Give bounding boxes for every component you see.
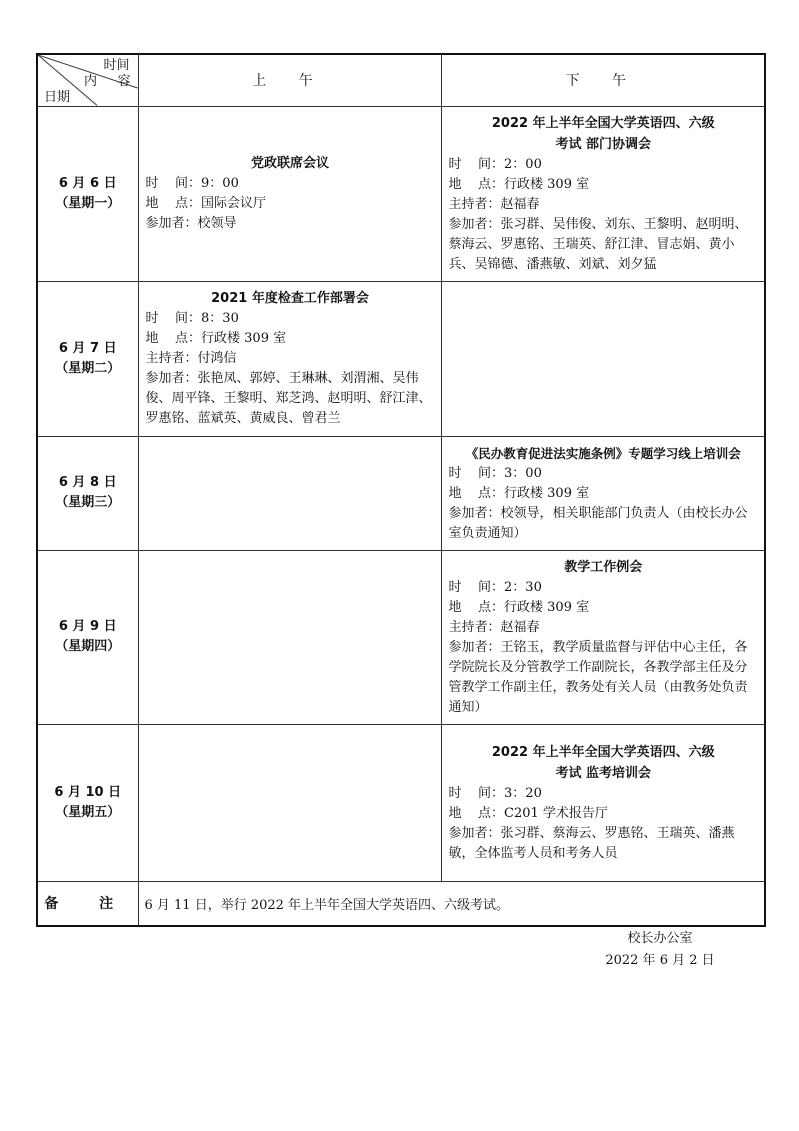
event-time: 时 间：8：30	[145, 311, 239, 326]
morning-header: 上 午	[138, 54, 441, 106]
remark-row	[37, 881, 765, 926]
date-cell	[37, 724, 138, 881]
remark-text: 6 月 11 日，举行 2022 年上半年全国大学英语四、六级考试。	[138, 881, 765, 926]
date-label: 6 月 9 日	[58, 619, 117, 634]
day-row-mon	[37, 106, 765, 281]
day-row-fri	[37, 724, 765, 881]
diag-label-date: 日期	[44, 90, 71, 105]
header-row	[37, 54, 765, 106]
event-attendees: 参加者：校领导	[145, 216, 237, 231]
afternoon-cell	[441, 724, 765, 881]
diag-label-content: 内 容	[84, 74, 131, 89]
day-row-thu	[37, 550, 765, 724]
event-host: 主持者：赵福春	[448, 196, 540, 212]
morning-cell-empty	[138, 724, 441, 881]
diagonal-header-cell	[37, 54, 138, 106]
event-title: 2022 年上半年全国大学英语四、六级考试 监考培训会	[491, 744, 715, 781]
event-title: 党政联席会议	[250, 156, 329, 171]
event-attendees: 参加者：张艳凤、郭婷、王琳琳、刘渭湘、吴伟俊、周平锋、王黎明、郑芝鸿、赵明明、舒江津、罗惠铭、蓝斌英、黄威良、曾君兰	[145, 371, 432, 426]
morning-cell	[138, 281, 441, 436]
event-location: 地 点：C201 学术报告厅	[448, 805, 608, 821]
afternoon-cell-empty	[441, 281, 765, 436]
event-time: 时 间：9：00	[145, 176, 239, 191]
date-cell	[37, 550, 138, 724]
signoff-block	[560, 928, 760, 972]
event-host: 主持者：赵福春	[448, 619, 540, 635]
schedule-table	[36, 53, 766, 927]
weekday-label: （星期四）	[55, 639, 121, 654]
event-location: 地 点：行政楼 309 室	[448, 485, 590, 501]
afternoon-cell	[441, 550, 765, 724]
event-time: 时 间：3：00	[448, 465, 542, 481]
date-cell	[37, 436, 138, 550]
date-cell	[37, 281, 138, 436]
afternoon-cell	[441, 436, 765, 550]
event-location: 地 点：行政楼 309 室	[145, 331, 287, 346]
weekday-label: （星期五）	[55, 804, 121, 820]
event-location: 地 点：行政楼 309 室	[448, 176, 590, 192]
issue-date: 2022 年 6 月 2 日	[605, 953, 715, 968]
day-row-tue	[37, 281, 765, 436]
event-time: 时 间：2：30	[448, 579, 542, 595]
event-title: 《民办教育促进法实施条例》专题学习线上培训会	[465, 445, 741, 461]
remark-label: 备 注	[37, 881, 138, 926]
morning-cell-empty	[138, 550, 441, 724]
morning-cell-empty	[138, 436, 441, 550]
event-attendees: 参加者：校领导，相关职能部门负责人（由校长办公室负责通知）	[448, 505, 748, 541]
event-title: 教学工作例会	[564, 559, 643, 575]
date-label: 6 月 8 日	[58, 475, 117, 490]
afternoon-cell	[441, 106, 765, 281]
date-label: 6 月 7 日	[58, 340, 117, 356]
morning-cell	[138, 106, 441, 281]
weekday-label: （星期一）	[55, 195, 121, 211]
diag-label-time: 时间	[103, 58, 130, 73]
event-time: 时 间：2：00	[448, 156, 542, 172]
day-row-wed	[37, 436, 765, 550]
weekday-label: （星期二）	[55, 360, 121, 376]
date-cell	[37, 106, 138, 281]
event-location: 地 点：行政楼 309 室	[448, 599, 590, 615]
event-attendees: 参加者：张习群、吴伟俊、刘东、王黎明、赵明明、蔡海云、罗惠铭、王瑞英、舒江津、冒志娟、黄小兵、吴锦德、潘燕敏、刘斌、刘夕猛	[448, 216, 748, 272]
event-title: 2022 年上半年全国大学英语四、六级考试 部门协调会	[491, 115, 715, 152]
event-attendees: 参加者：王铭玉，教学质量监督与评估中心主任，各学院院长及分管教学工作副院长，各教学部主任及分管教学工作副主任，教务处有关人员（由教务处负责通知）	[448, 639, 748, 715]
event-host: 主持者：付鸿信	[145, 351, 237, 366]
event-attendees: 参加者：张习群、蔡海云、罗惠铭、王瑞英、潘燕敏，全体监考人员和考务人员	[448, 825, 735, 861]
weekday-label: （星期三）	[55, 495, 121, 510]
event-location: 地 点：国际会议厅	[145, 196, 267, 211]
event-time: 时 间：3：20	[448, 785, 542, 801]
afternoon-header: 下 午	[441, 54, 765, 106]
issuing-office: 校长办公室	[627, 931, 693, 946]
event-title: 2021 年度检查工作部署会	[211, 291, 369, 306]
date-label: 6 月 10 日	[54, 784, 122, 800]
date-label: 6 月 6 日	[58, 175, 117, 191]
